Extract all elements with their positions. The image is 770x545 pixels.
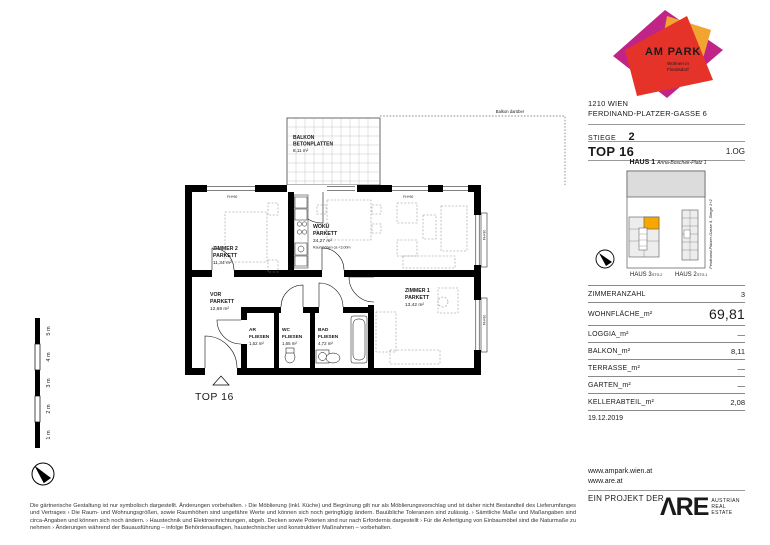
haus3-sub: STG.2 bbox=[652, 273, 663, 277]
window-height-labels bbox=[227, 195, 487, 325]
living-furniture bbox=[397, 203, 467, 268]
are-word-estate: ESTATE bbox=[711, 509, 733, 516]
address-city: 1210 WIEN bbox=[588, 99, 629, 108]
site-plan-drawing bbox=[588, 170, 748, 282]
entrance-marker bbox=[195, 376, 234, 403]
room-bad-area: 4,72 m² bbox=[318, 341, 333, 346]
balcony-above-label: Balkon darüber bbox=[495, 109, 525, 114]
haus2-building bbox=[682, 210, 698, 260]
ampark-logo bbox=[605, 8, 733, 98]
room-zimmer2-name: ZIMMER 2 bbox=[213, 246, 238, 252]
scale-label-3m: 3 m bbox=[46, 378, 52, 388]
north-arrow-icon bbox=[32, 463, 54, 485]
fh-label: FH+90 bbox=[403, 195, 414, 199]
room-vor-name: VOR bbox=[210, 292, 222, 298]
row-label: BALKON_m² bbox=[588, 347, 631, 355]
room-zimmer1-area: 13,42 m² bbox=[405, 303, 424, 308]
divider bbox=[588, 410, 745, 411]
bedroom2-furniture bbox=[225, 203, 278, 272]
table-row bbox=[588, 325, 745, 342]
website-links bbox=[588, 467, 652, 486]
stiege-label: STIEGE bbox=[588, 135, 617, 142]
table-row bbox=[588, 342, 745, 359]
row-label: LOGGIA_m² bbox=[588, 330, 629, 338]
room-labels bbox=[210, 223, 430, 346]
row-label: KELLERABTEIL_m² bbox=[588, 398, 655, 406]
balcony-area: 8,11 m² bbox=[293, 148, 309, 153]
room-zimmer2-area: 11,34 m² bbox=[213, 261, 232, 266]
floor-plan-drawing bbox=[155, 100, 575, 410]
fh-label: FH+90 bbox=[227, 195, 238, 199]
row-value: 69,81 bbox=[708, 306, 745, 322]
scale-label-2m: 2 m bbox=[46, 404, 52, 414]
divider bbox=[588, 490, 745, 491]
fh-label: FH+90 bbox=[482, 314, 487, 325]
table-row bbox=[588, 376, 745, 393]
details-table bbox=[588, 285, 745, 422]
address-street: FERDINAND-PLATZER-GASSE 6 bbox=[588, 109, 708, 118]
balcony-name: BALKON bbox=[293, 135, 315, 141]
divider bbox=[588, 124, 745, 125]
unit-label: TOP 16 bbox=[588, 144, 635, 159]
disclaimer-text: Die gärtnerische Gestaltung ist nur symbolisch dargestellt. Änderungen vorbehalten. › Die Möblierung (inkl. Küche) und Begrünung gilt nur als Möblierungsvorschlag und ist daher nicht Bestandteil des Lieferumfanges und Vertrages › Die Raum- und Wohnungsgrößen, sowie Raumhöhen sind ungefähre Werte und können sich noch geringfügig ändern. Bauübliche Toleranzen sind zulässig. › Sämtliche Maße und Maßangaben sind circa-Angaben und können sich noch ändern. › Haustechnik und Elektroeinrichtungen, abgeh. Decken sowie Poterien sind nur nach Erfordernis dargestellt › Für die Anfertigung von Einbaumöbel sind die Naturmaße zu nehmen › Änderungen während der Bauausführung – infolge Behördenauflagen, haustechnischer und konstruktiver Maßnahmen – vorbehalten. bbox=[30, 503, 577, 531]
scale-label-1m: 1 m bbox=[46, 430, 52, 440]
room-wc-area: 1,65 m² bbox=[282, 341, 297, 346]
address-block bbox=[588, 99, 707, 119]
row-label: ZIMMERANZAHL bbox=[588, 290, 646, 298]
scale-bar bbox=[22, 312, 66, 497]
floor-label: 1.OG bbox=[725, 147, 745, 156]
haus3-building bbox=[629, 217, 659, 257]
room-ar-name: AR bbox=[249, 328, 256, 333]
room-bad-finish: FLIESEN bbox=[318, 335, 339, 340]
stiege-value: 2 bbox=[628, 131, 635, 143]
haus3-label: HAUS 3 bbox=[630, 272, 652, 278]
are-word-austrian: AUSTRIAN bbox=[711, 498, 740, 504]
haus1-sub: Anna-Boschek-Platz 1 bbox=[657, 160, 707, 166]
logo-subtitle1: Wohnen in bbox=[667, 61, 689, 66]
site-plan-header bbox=[588, 159, 748, 166]
are-logo-words bbox=[711, 499, 739, 516]
room-wokue-finish: PARKETT bbox=[313, 231, 338, 237]
haus1-label: HAUS 1 bbox=[629, 159, 656, 166]
table-row bbox=[588, 359, 745, 376]
row-label: GARTEN_m² bbox=[588, 381, 631, 389]
row-value: — bbox=[737, 329, 745, 339]
row-label: TERRASSE_m² bbox=[588, 364, 640, 372]
row-value: 3 bbox=[740, 289, 745, 299]
highlighted-unit bbox=[644, 217, 659, 229]
room-wc-name: WC bbox=[282, 328, 290, 333]
room-ar-finish: FLIESEN bbox=[249, 335, 270, 340]
ampark-link[interactable]: www.ampark.wien.at bbox=[588, 468, 653, 475]
windows bbox=[205, 185, 487, 375]
site-north-arrow-icon bbox=[596, 250, 614, 268]
logo-title: AM PARK bbox=[645, 46, 702, 58]
haus2-sub: STG.1 bbox=[697, 273, 708, 277]
room-wokue-note: Raumhöhen ca <3,00m bbox=[313, 245, 351, 250]
unit-row bbox=[588, 143, 745, 159]
logo-subtitle2: Floridsdorf bbox=[667, 67, 689, 72]
scale-label-4m: 4 m bbox=[46, 352, 52, 362]
table-row bbox=[588, 302, 745, 325]
row-value: — bbox=[737, 363, 745, 373]
room-vor-area: 12,69 m² bbox=[210, 307, 229, 312]
plan-top-label: TOP 16 bbox=[195, 391, 234, 403]
walls bbox=[185, 185, 481, 375]
stiege-row bbox=[588, 127, 745, 143]
are-link[interactable]: www.are.at bbox=[588, 477, 623, 485]
street-label: Ferdinand-Platzer-Gasse 6, Stiege 1+2 bbox=[708, 199, 713, 269]
row-value: — bbox=[737, 380, 745, 390]
divider bbox=[588, 141, 745, 142]
balcony bbox=[287, 118, 380, 185]
row-value: 8,11 bbox=[730, 346, 745, 356]
are-logo-mark: ΛRE bbox=[660, 493, 709, 521]
plan-date: 19.12.2019 bbox=[588, 415, 624, 422]
kitchen-unit bbox=[294, 195, 308, 268]
room-ar-area: 1,52 m² bbox=[249, 341, 264, 346]
row-label: WOHNFLÄCHE_m² bbox=[588, 310, 653, 318]
are-logo bbox=[660, 495, 740, 520]
room-zimmer2-finish: PARKETT bbox=[213, 253, 238, 259]
room-wokue-name: WOKÜ bbox=[313, 224, 330, 230]
project-of-label: EIN PROJEKT DER bbox=[588, 494, 664, 503]
room-zimmer1-name: ZIMMER 1 bbox=[405, 288, 430, 294]
fh-label: FH+90 bbox=[482, 229, 487, 240]
haus2-label: HAUS 2 bbox=[675, 272, 697, 278]
room-wc-finish: FLIESEN bbox=[282, 335, 303, 340]
balcony-above-outline bbox=[380, 109, 565, 185]
room-vor-finish: PARKETT bbox=[210, 299, 235, 305]
table-row bbox=[588, 285, 745, 302]
table-row bbox=[588, 393, 745, 410]
balcony-finish: BETONPLATTEN bbox=[293, 141, 334, 148]
are-word-real: REAL bbox=[711, 503, 727, 510]
room-wokue-area: 24,27 m² bbox=[313, 239, 332, 244]
scale-label-5m: 5 m bbox=[46, 326, 52, 336]
room-bad-name: BAD bbox=[318, 328, 329, 333]
row-value: 2,08 bbox=[730, 397, 745, 407]
room-zimmer1-finish: PARKETT bbox=[405, 295, 430, 301]
